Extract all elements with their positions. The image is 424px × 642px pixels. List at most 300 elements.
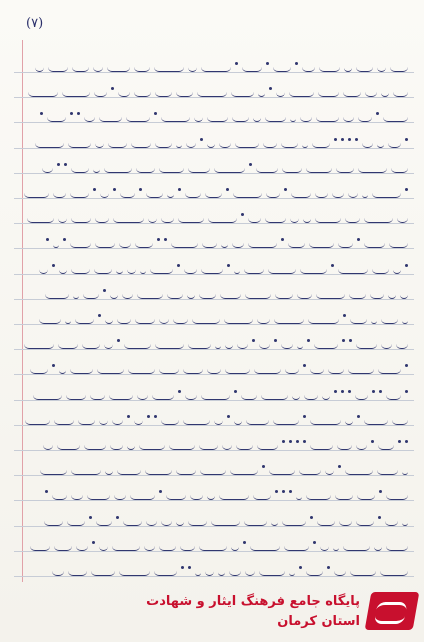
ink-stroke (282, 440, 285, 443)
ink-stroke (342, 339, 345, 342)
ink-stroke (391, 167, 408, 173)
ink-stroke (65, 318, 71, 324)
ink-stroke (356, 343, 377, 349)
ink-stroke (105, 469, 113, 475)
ink-stroke (242, 66, 262, 72)
ink-stroke (94, 91, 107, 97)
ink-stroke (390, 66, 408, 72)
ink-stroke (127, 444, 135, 450)
ruled-line (14, 551, 414, 552)
ink-stroke (155, 343, 184, 349)
ink-stroke (112, 545, 140, 551)
ink-stroke (104, 343, 113, 349)
ink-stroke (378, 368, 401, 374)
ink-stroke (197, 91, 227, 97)
ink-stroke (241, 394, 257, 400)
ink-stroke (377, 66, 386, 72)
ink-stroke (47, 116, 66, 122)
ruled-line (14, 97, 414, 98)
ruled-line (14, 576, 414, 577)
ruled-line (14, 223, 414, 224)
ink-stroke (402, 469, 408, 475)
ink-stroke (176, 142, 182, 148)
ink-stroke (343, 116, 354, 122)
ink-stroke (345, 217, 360, 223)
ink-stroke (398, 440, 401, 443)
ink-stroke (24, 192, 49, 198)
ink-stroke (199, 293, 216, 299)
ink-stroke (171, 242, 198, 248)
ink-stroke (310, 419, 341, 425)
ink-stroke (234, 268, 240, 274)
ink-stroke (309, 242, 334, 248)
ink-stroke (176, 520, 184, 526)
handwritten-line (24, 440, 408, 450)
ink-stroke (120, 192, 136, 198)
ruled-line (14, 248, 414, 249)
ink-stroke (64, 163, 67, 166)
ink-stroke (57, 163, 60, 166)
ink-stroke (388, 293, 396, 299)
ink-stroke (25, 419, 50, 425)
ink-stroke (376, 112, 379, 115)
ink-stroke (93, 66, 103, 72)
ink-stroke (71, 167, 89, 173)
logo-badge-icon (365, 592, 420, 630)
ink-stroke (265, 217, 286, 223)
ink-stroke (220, 293, 241, 299)
ink-stroke (161, 419, 179, 425)
ink-stroke (355, 138, 358, 141)
ink-stroke (256, 167, 278, 173)
ink-stroke (316, 116, 339, 122)
ink-stroke (362, 142, 373, 148)
ink-stroke (396, 343, 408, 349)
handwritten-line (24, 390, 408, 400)
ink-stroke (389, 242, 408, 248)
ink-stroke (231, 91, 254, 97)
ink-stroke (117, 318, 131, 324)
ink-stroke (233, 192, 262, 198)
ink-stroke (250, 545, 280, 551)
ink-stroke (227, 264, 230, 267)
ruled-line (14, 148, 414, 149)
ink-stroke (169, 444, 195, 450)
ink-stroke (337, 444, 352, 450)
ruled-line (14, 500, 414, 501)
ink-stroke (244, 520, 267, 526)
ink-stroke (334, 570, 346, 576)
ink-stroke (40, 112, 43, 115)
ink-stroke (290, 217, 299, 223)
ink-stroke (109, 394, 133, 400)
ink-stroke (234, 419, 242, 425)
ink-stroke (243, 541, 246, 544)
ink-stroke (254, 368, 281, 374)
handwritten-line (24, 465, 408, 475)
ink-stroke (113, 188, 116, 191)
ink-stroke (39, 318, 61, 324)
ink-stroke (358, 167, 387, 173)
ink-stroke (348, 192, 358, 198)
ink-stroke (299, 566, 302, 569)
ink-stroke (348, 138, 351, 141)
handwritten-line (24, 87, 408, 97)
ink-stroke (173, 318, 188, 324)
ink-stroke (183, 368, 203, 374)
ink-stroke (59, 368, 66, 374)
ink-stroke (90, 394, 105, 400)
ink-stroke (316, 293, 345, 299)
ink-stroke (289, 91, 314, 97)
ink-stroke (78, 419, 95, 425)
ink-stroke (159, 318, 169, 324)
ink-stroke (33, 394, 62, 400)
ink-stroke (130, 494, 155, 500)
ink-stroke (365, 91, 377, 97)
ruled-line (14, 198, 414, 199)
ink-stroke (344, 66, 352, 72)
ink-stroke (237, 343, 249, 349)
ink-stroke (137, 293, 163, 299)
ink-stroke (157, 238, 160, 241)
ink-stroke (229, 570, 241, 576)
ink-stroke (268, 268, 296, 274)
ink-stroke (241, 213, 244, 216)
ink-stroke (269, 469, 295, 475)
ink-stroke (356, 520, 374, 526)
ink-stroke (110, 444, 123, 450)
ink-stroke (208, 217, 237, 223)
ink-stroke (222, 444, 232, 450)
ink-stroke (145, 469, 172, 475)
ink-stroke (58, 217, 67, 223)
handwritten-line (24, 289, 408, 299)
ink-stroke (244, 268, 264, 274)
page-number: (٧) (26, 16, 44, 31)
ink-stroke (405, 188, 408, 191)
ink-stroke (95, 217, 109, 223)
ink-stroke (357, 415, 360, 418)
ink-stroke (253, 116, 261, 122)
ink-stroke (236, 444, 253, 450)
ink-stroke (295, 62, 298, 65)
ruled-line (14, 274, 414, 275)
ink-stroke (370, 293, 384, 299)
ink-stroke (40, 469, 67, 475)
ink-stroke (71, 494, 83, 500)
site-logo[interactable] (146, 592, 416, 636)
ink-stroke (336, 167, 354, 173)
ink-stroke (123, 520, 142, 526)
ink-stroke (99, 116, 122, 122)
ruled-line (14, 122, 414, 123)
ink-stroke (53, 192, 67, 198)
handwritten-line (24, 516, 408, 526)
ruled-line (14, 400, 414, 401)
ink-stroke (161, 217, 174, 223)
ink-stroke (265, 116, 286, 122)
ink-stroke (289, 440, 292, 443)
ink-stroke (378, 516, 381, 519)
ink-stroke (188, 520, 207, 526)
ink-stroke (110, 293, 118, 299)
ink-stroke (180, 545, 195, 551)
ink-stroke (96, 520, 112, 526)
ink-stroke (225, 368, 250, 374)
ink-stroke (303, 440, 306, 443)
ink-stroke (70, 368, 93, 374)
handwritten-line (24, 188, 408, 198)
ink-stroke (343, 545, 370, 551)
ink-stroke (211, 520, 240, 526)
ink-stroke (131, 142, 151, 148)
logo-title: پایگاه جامع فرهنگ ایثار و شهادت (146, 594, 360, 609)
ink-stroke (62, 91, 90, 97)
ink-stroke (328, 368, 344, 374)
ink-stroke (207, 142, 215, 148)
ink-stroke (93, 188, 96, 191)
ink-stroke (28, 91, 58, 97)
ink-stroke (119, 242, 131, 248)
ink-stroke (27, 217, 54, 223)
handwritten-line (24, 112, 408, 122)
ink-stroke (134, 419, 143, 425)
ink-stroke (338, 465, 341, 468)
ink-stroke (127, 415, 130, 418)
ink-stroke (35, 142, 64, 148)
ink-stroke (221, 242, 228, 248)
ink-stroke (100, 192, 109, 198)
ink-stroke (372, 268, 389, 274)
ink-stroke (331, 264, 334, 267)
ink-stroke (315, 192, 328, 198)
ink-stroke (159, 490, 162, 493)
ink-stroke (334, 390, 337, 393)
ink-stroke (135, 242, 153, 248)
ink-stroke (111, 87, 114, 90)
ink-stroke (310, 516, 313, 519)
ink-stroke (190, 494, 203, 500)
ink-stroke (230, 469, 258, 475)
ink-stroke (116, 516, 119, 519)
ink-stroke (42, 167, 53, 173)
ink-stroke (364, 419, 388, 425)
ink-stroke (154, 415, 157, 418)
ink-stroke (159, 545, 176, 551)
ink-stroke (146, 520, 157, 526)
ink-stroke (205, 192, 223, 198)
ink-stroke (300, 116, 312, 122)
ink-stroke (276, 91, 285, 97)
ink-stroke (43, 444, 53, 450)
ink-stroke (386, 494, 408, 500)
ink-stroke (312, 142, 330, 148)
ink-stroke (181, 566, 184, 569)
ink-stroke (177, 264, 180, 267)
ink-stroke (108, 142, 127, 148)
ink-stroke (266, 192, 280, 198)
ink-stroke (343, 91, 361, 97)
ink-stroke (400, 293, 408, 299)
ink-stroke (99, 419, 108, 425)
ink-stroke (289, 570, 295, 576)
ink-stroke (249, 163, 252, 166)
ink-stroke (52, 364, 55, 367)
ink-stroke (263, 142, 277, 148)
ink-stroke (381, 318, 398, 324)
ink-stroke (383, 116, 408, 122)
ink-stroke (246, 419, 269, 425)
ink-stroke (127, 268, 136, 274)
ink-stroke (199, 545, 227, 551)
ink-stroke (306, 167, 332, 173)
ink-stroke (71, 217, 91, 223)
ink-stroke (58, 343, 78, 349)
ink-stroke (201, 394, 230, 400)
ink-stroke (192, 318, 220, 324)
ink-stroke (77, 112, 80, 115)
ink-stroke (275, 293, 293, 299)
ink-stroke (117, 469, 141, 475)
ink-stroke (144, 545, 155, 551)
ink-stroke (200, 469, 226, 475)
ink-stroke (377, 469, 398, 475)
ink-stroke (297, 343, 303, 349)
ink-stroke (332, 192, 344, 198)
ink-stroke (315, 217, 341, 223)
ink-stroke (72, 66, 89, 72)
ink-stroke (68, 570, 87, 576)
ink-stroke (257, 318, 270, 324)
ink-stroke (281, 142, 298, 148)
ink-stroke (24, 343, 54, 349)
ink-stroke (274, 339, 277, 342)
ink-stroke (147, 415, 150, 418)
ink-stroke (84, 116, 95, 122)
ink-stroke (297, 293, 312, 299)
ruled-line (14, 299, 414, 300)
ink-stroke (405, 264, 408, 267)
handwritten-line (24, 213, 408, 223)
ink-stroke (235, 62, 238, 65)
ink-stroke (46, 238, 49, 241)
ink-stroke (73, 293, 79, 299)
handwritten-line (24, 339, 408, 349)
ink-stroke (178, 217, 204, 223)
ruled-line (14, 349, 414, 350)
ink-stroke (150, 268, 173, 274)
ink-stroke (57, 444, 80, 450)
ink-stroke (30, 545, 50, 551)
ink-stroke (76, 545, 88, 551)
ink-stroke (348, 368, 374, 374)
ink-stroke (205, 570, 214, 576)
ink-stroke (362, 192, 368, 198)
ink-stroke (82, 343, 100, 349)
ink-stroke (178, 390, 181, 393)
ink-stroke (232, 242, 244, 248)
ink-stroke (52, 570, 64, 576)
ink-stroke (358, 116, 372, 122)
ink-stroke (225, 343, 233, 349)
ink-stroke (405, 138, 408, 141)
ink-stroke (269, 87, 272, 90)
ink-stroke (185, 192, 201, 198)
ink-stroke (154, 112, 157, 115)
ink-stroke (371, 440, 374, 443)
ink-stroke (333, 545, 339, 551)
ink-stroke (349, 339, 352, 342)
ink-stroke (282, 167, 302, 173)
ink-stroke (176, 469, 196, 475)
ruled-line (14, 374, 414, 375)
ink-stroke (70, 192, 89, 198)
ink-stroke (281, 343, 294, 349)
ink-stroke (325, 469, 334, 475)
ink-stroke (307, 339, 310, 342)
ink-stroke (75, 318, 94, 324)
ink-stroke (184, 268, 197, 274)
ink-stroke (45, 490, 48, 493)
ink-stroke (52, 264, 55, 267)
ink-stroke (161, 116, 190, 122)
ink-stroke (318, 91, 339, 97)
ink-stroke (261, 394, 288, 400)
handwritten-line (24, 138, 408, 148)
ink-stroke (126, 116, 150, 122)
ruled-line (14, 425, 414, 426)
ink-stroke (98, 314, 101, 317)
ink-stroke (87, 494, 110, 500)
ink-stroke (273, 419, 299, 425)
ink-stroke (275, 490, 278, 493)
ink-stroke (219, 494, 249, 500)
ink-stroke (299, 469, 321, 475)
ink-stroke (374, 545, 382, 551)
ink-stroke (377, 142, 384, 148)
ink-stroke (167, 293, 183, 299)
ink-stroke (139, 444, 165, 450)
ink-stroke (231, 545, 239, 551)
ink-stroke (284, 545, 309, 551)
ink-stroke (357, 238, 360, 241)
ink-stroke (176, 91, 193, 97)
ink-stroke (66, 394, 86, 400)
ink-stroke (302, 142, 308, 148)
ink-stroke (397, 217, 408, 223)
ink-stroke (139, 188, 142, 191)
handwritten-line (30, 566, 408, 576)
ink-stroke (248, 242, 277, 248)
ink-stroke (35, 66, 44, 72)
ink-stroke (207, 494, 215, 500)
ink-stroke (381, 343, 393, 349)
ink-stroke (343, 314, 346, 317)
ink-stroke (402, 318, 408, 324)
ink-stroke (314, 343, 338, 349)
ink-stroke (194, 116, 203, 122)
ink-stroke (356, 66, 373, 72)
ink-stroke (235, 142, 259, 148)
handwritten-line (24, 314, 408, 324)
ink-stroke (392, 419, 408, 425)
ink-stroke (201, 268, 223, 274)
ink-stroke (52, 494, 67, 500)
ink-stroke (252, 339, 255, 342)
ink-stroke (178, 188, 181, 191)
ink-stroke (114, 494, 126, 500)
